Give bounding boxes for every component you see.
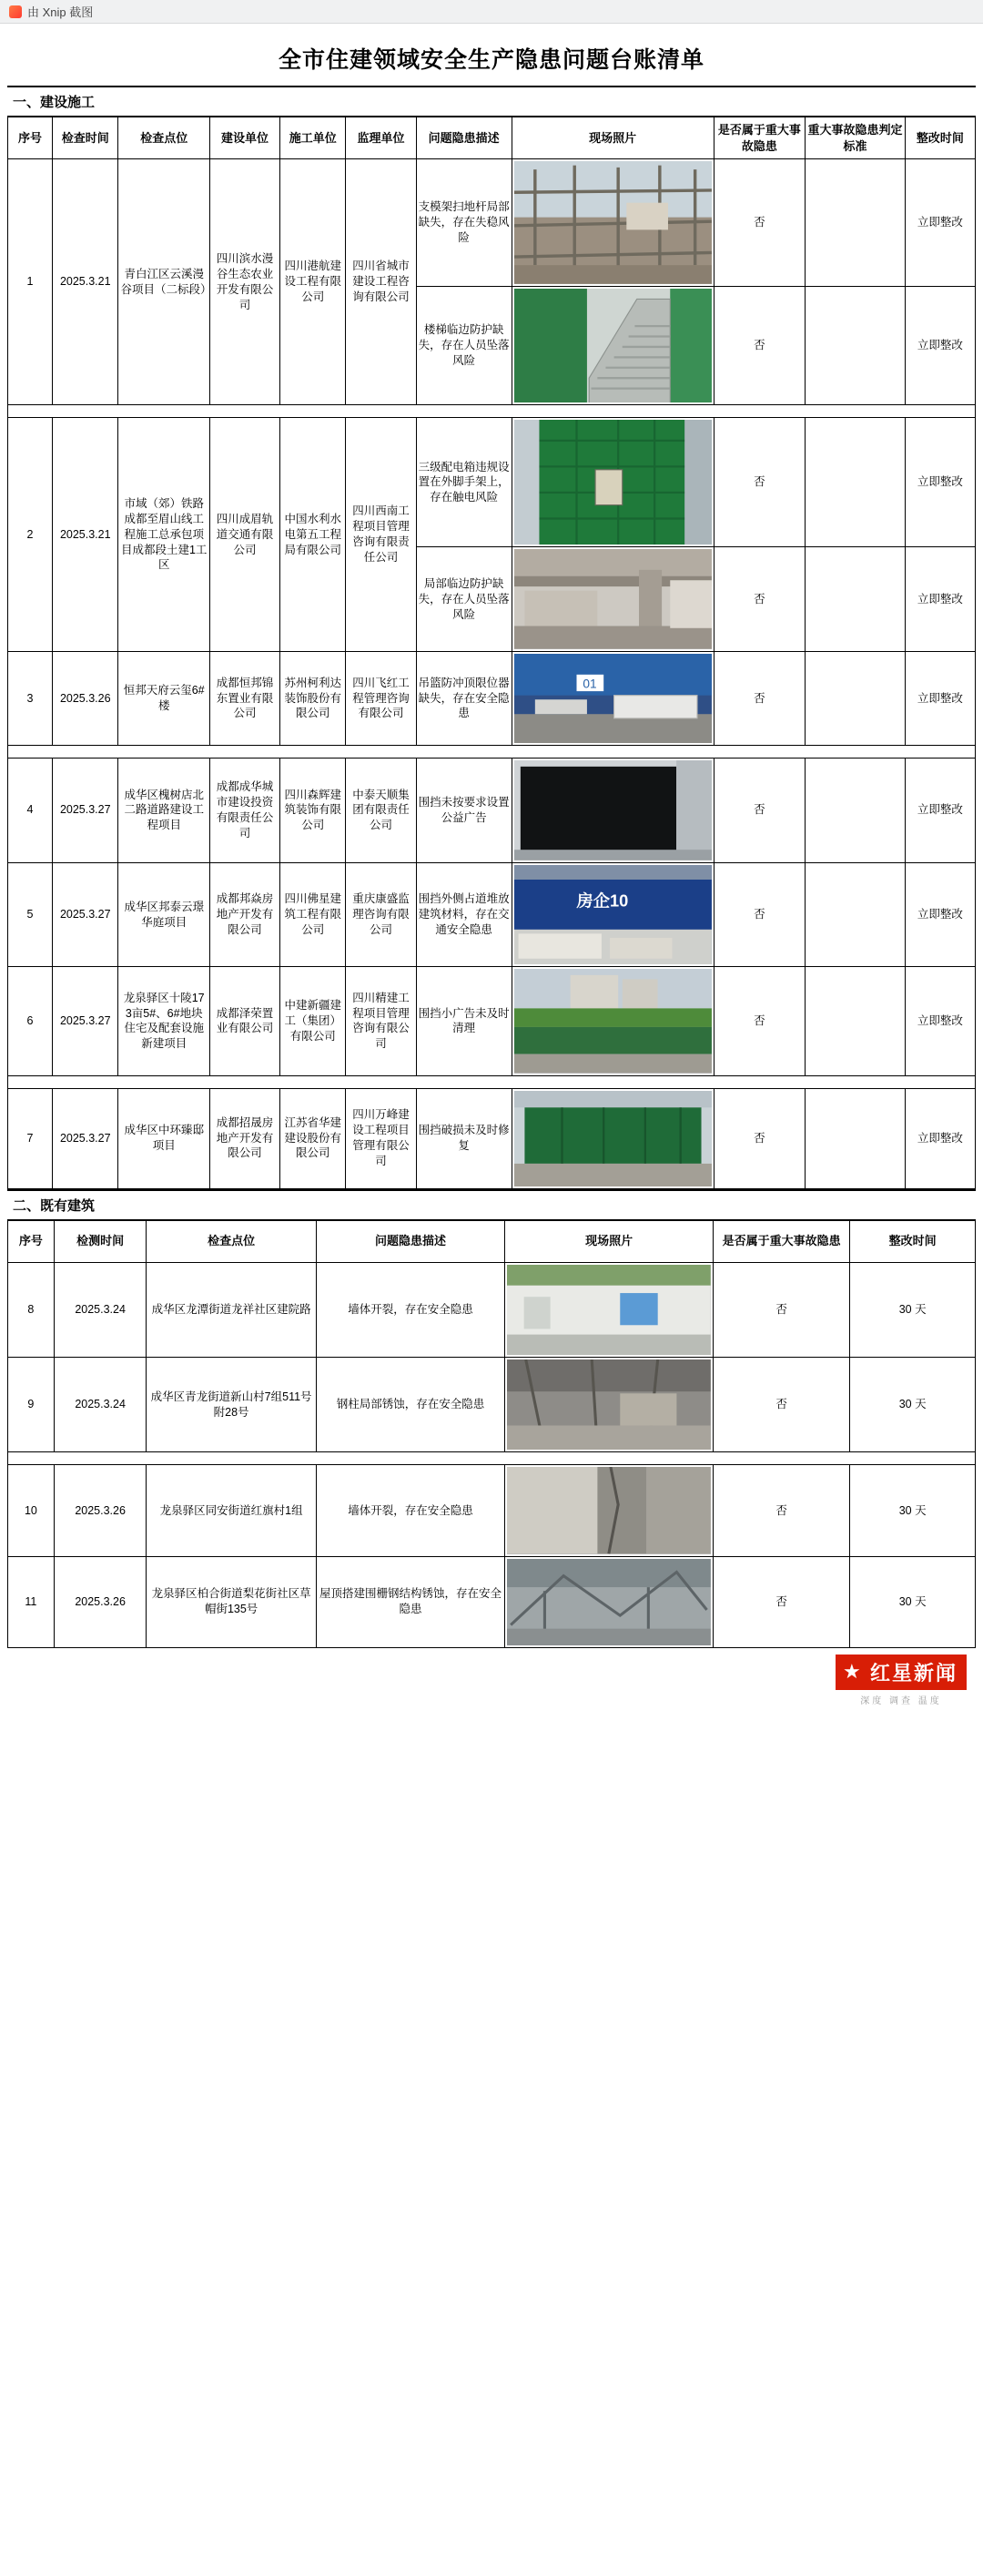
cell-major: 否 [714, 759, 805, 863]
screenshot-tool-bar [0, 0, 983, 24]
col-site: 检查点位 [118, 117, 209, 159]
cell-owner: 四川滨水漫谷生态农业开发有限公司 [209, 159, 279, 405]
cell-issue: 围挡未按要求设置公益广告 [416, 759, 512, 863]
cell-no: 9 [8, 1357, 55, 1451]
table-row [8, 651, 976, 745]
cell-site: 市域（郊）铁路成都至眉山线工程施工总承包项目成都段土建1工区 [118, 418, 209, 652]
cell-owner: 成都泽荣置业有限公司 [209, 967, 279, 1075]
col-major: 是否属于重大事故隐患 [714, 117, 805, 159]
col-fixtime: 整改时间 [905, 117, 975, 159]
cell-issue: 局部临边防护缺失，存在人员坠落风险 [416, 547, 512, 652]
site-photo-blue-hoarding [514, 865, 712, 965]
cell-date: 2025.3.24 [54, 1262, 147, 1357]
cell-photo [505, 1262, 714, 1357]
cell-fixtime: 立即整改 [905, 759, 975, 863]
cell-builder: 江苏省华建建设股份有限公司 [280, 1088, 346, 1188]
cell-major: 否 [714, 1088, 805, 1188]
table-header-row [8, 117, 976, 159]
cell-site: 青白江区云溪漫谷项目（二标段） [118, 159, 209, 405]
cell-photo [505, 1465, 714, 1556]
cell-date: 2025.3.26 [53, 651, 118, 745]
cell-issue: 吊篮防冲顶限位器缺失，存在安全隐患 [416, 651, 512, 745]
cell-site: 龙泉驿区柏合街道梨花街社区草帽街135号 [147, 1556, 316, 1647]
cell-owner: 成都招晟房地产开发有限公司 [209, 1088, 279, 1188]
col-owner: 建设单位 [209, 117, 279, 159]
cell-builder: 四川佛星建筑工程有限公司 [280, 862, 346, 967]
cell-no: 7 [8, 1088, 53, 1188]
col-issue: 问题隐患描述 [416, 117, 512, 159]
cell-supervisor: 重庆康盛监理咨询有限公司 [346, 862, 416, 967]
site-photo-green-net [514, 420, 712, 545]
cell-issue: 三级配电箱违规设置在外脚手架上，存在触电风险 [416, 418, 512, 547]
site-photo-bridge [514, 549, 712, 649]
cell-photo [512, 862, 714, 967]
site-photo-green-wall [514, 1091, 712, 1186]
cell-standard [806, 651, 906, 745]
cell-issue: 围挡小广告未及时清理 [416, 967, 512, 1075]
cell-no: 4 [8, 759, 53, 863]
brand-text: 红星新闻 [869, 1661, 958, 1685]
cell-no: 10 [8, 1465, 55, 1556]
cell-builder: 中建新疆建工（集团）有限公司 [280, 967, 346, 1075]
separator-cell [8, 405, 976, 418]
cell-fixtime: 立即整改 [905, 862, 975, 967]
cell-major: 否 [714, 547, 805, 652]
cell-standard [806, 547, 906, 652]
cell-major: 否 [713, 1465, 849, 1556]
cell-supervisor: 四川飞红工程管理咨询有限公司 [346, 651, 416, 745]
brand-tagline: 深度 调查 温度 [860, 1695, 942, 1706]
col-photo: 现场照片 [505, 1220, 714, 1262]
separator-cell [8, 746, 976, 759]
cell-builder: 中国水利水电第五工程局有限公司 [280, 418, 346, 652]
site-photo-steel-rust [507, 1359, 711, 1450]
cell-photo [512, 1088, 714, 1188]
cell-no: 2 [8, 418, 53, 652]
page-title: 全市住建领域安全生产隐患问题台账清单 [278, 47, 704, 73]
separator-cell [8, 1075, 976, 1088]
cell-photo [512, 418, 714, 547]
xnip-logo-icon [9, 5, 22, 18]
svg-text:01: 01 [583, 677, 597, 691]
site-photo-scaffold [514, 161, 712, 284]
cell-date: 2025.3.21 [53, 418, 118, 652]
cell-site: 龙泉驿区同安街道红旗村1组 [147, 1465, 316, 1556]
cell-major: 否 [714, 967, 805, 1075]
cell-date: 2025.3.26 [54, 1556, 147, 1647]
cell-major: 否 [713, 1262, 849, 1357]
row-separator [8, 1075, 976, 1088]
table-row [8, 967, 976, 1075]
col-date: 检查时间 [53, 117, 118, 159]
site-photo-crack-closeup [507, 1467, 711, 1553]
cell-site: 成华区邦泰云璟华庭项目 [118, 862, 209, 967]
separator-cell [8, 1452, 976, 1465]
cell-standard [806, 286, 906, 405]
cell-no: 11 [8, 1556, 55, 1647]
site-photo-wall-crack [507, 1265, 711, 1355]
col-standard: 重大事故隐患判定标准 [806, 117, 906, 159]
table-construction [7, 117, 976, 1189]
site-photo-green-fence [514, 969, 712, 1073]
svg-text:房企10: 房企10 [576, 891, 628, 911]
cell-no: 1 [8, 159, 53, 405]
table-row [8, 1262, 976, 1357]
cell-issue: 墙体开裂，存在安全隐患 [316, 1262, 505, 1357]
cell-standard [806, 967, 906, 1075]
cell-fixtime: 立即整改 [905, 967, 975, 1075]
cell-fixtime: 立即整改 [905, 418, 975, 547]
table-header-row [8, 1220, 976, 1262]
cell-photo [512, 967, 714, 1075]
cell-major: 否 [714, 651, 805, 745]
cell-standard [806, 418, 906, 547]
cell-major: 否 [714, 159, 805, 287]
cell-supervisor: 四川省城市建设工程咨询有限公司 [346, 159, 416, 405]
footer [7, 1648, 976, 1712]
table-row [8, 1357, 976, 1451]
cell-issue: 围挡破损未及时修复 [416, 1088, 512, 1188]
col-date: 检测时间 [54, 1220, 147, 1262]
cell-owner: 成都成华城市建设投资有限责任公司 [209, 759, 279, 863]
cell-site: 龙泉驿区十陵173亩5#、6#地块住宅及配套设施新建项目 [118, 967, 209, 1075]
cell-no: 3 [8, 651, 53, 745]
cell-standard [806, 759, 906, 863]
cell-issue: 墙体开裂，存在安全隐患 [316, 1465, 505, 1556]
cell-major: 否 [713, 1556, 849, 1647]
table-row [8, 1465, 976, 1556]
col-supervisor: 监理单位 [346, 117, 416, 159]
document-page [0, 24, 983, 1712]
cell-date: 2025.3.26 [54, 1465, 147, 1556]
cell-date: 2025.3.21 [53, 159, 118, 405]
cell-site: 成华区青龙街道新山村7组511号附28号 [147, 1357, 316, 1451]
brand-logo [836, 1655, 967, 1706]
cell-photo [512, 547, 714, 652]
cell-supervisor: 四川精建工程项目管理咨询有限公司 [346, 967, 416, 1075]
cell-issue: 围挡外侧占道堆放建筑材料，存在交通安全隐患 [416, 862, 512, 967]
cell-owner: 四川成眉轨道交通有限公司 [209, 418, 279, 652]
cell-standard [806, 862, 906, 967]
table-row [8, 759, 976, 863]
col-issue: 问题隐患描述 [316, 1220, 505, 1262]
cell-owner: 成都邦焱房地产开发有限公司 [209, 862, 279, 967]
cell-supervisor: 中泰天顺集团有限责任公司 [346, 759, 416, 863]
site-photo-stairs [514, 289, 712, 403]
table-row [8, 159, 976, 287]
col-major: 是否属于重大事故隐患 [713, 1220, 849, 1262]
cell-fixtime: 立即整改 [905, 286, 975, 405]
site-photo-black-hoarding [514, 760, 712, 860]
cell-site: 成华区中环臻邸项目 [118, 1088, 209, 1188]
cell-fixtime: 30 天 [850, 1556, 976, 1647]
row-separator [8, 746, 976, 759]
col-no: 序号 [8, 117, 53, 159]
cell-issue: 支模架扫地杆局部缺失，存在失稳风险 [416, 159, 512, 287]
cell-no: 8 [8, 1262, 55, 1357]
table-row [8, 1088, 976, 1188]
col-builder: 施工单位 [280, 117, 346, 159]
cell-fixtime: 立即整改 [905, 1088, 975, 1188]
cell-date: 2025.3.24 [54, 1357, 147, 1451]
table-row [8, 1556, 976, 1647]
section-heading-construction: 一、建设施工 [7, 86, 976, 117]
cell-fixtime: 立即整改 [905, 547, 975, 652]
cell-standard [806, 1088, 906, 1188]
cell-standard [806, 159, 906, 287]
cell-date: 2025.3.27 [53, 967, 118, 1075]
xnip-label: 由 Xnip 截图 [27, 5, 94, 19]
cell-supervisor: 四川西南工程项目管理咨询有限责任公司 [346, 418, 416, 652]
col-fixtime: 整改时间 [850, 1220, 976, 1262]
cell-issue: 楼梯临边防护缺失，存在人员坠落风险 [416, 286, 512, 405]
cell-photo [505, 1357, 714, 1451]
cell-fixtime: 立即整改 [905, 159, 975, 287]
col-no: 序号 [8, 1220, 55, 1262]
cell-fixtime: 30 天 [850, 1357, 976, 1451]
site-photo-roof-steel [507, 1559, 711, 1645]
star-icon: ★ [842, 1660, 863, 1684]
cell-site: 成华区槐树店北二路道路建设工程项目 [118, 759, 209, 863]
section-heading-existing-buildings: 二、既有建筑 [7, 1189, 976, 1220]
cell-site: 成华区龙潭街道龙祥社区建院路 [147, 1262, 316, 1357]
cell-builder: 四川港航建设工程有限公司 [280, 159, 346, 405]
cell-no: 5 [8, 862, 53, 967]
cell-photo [512, 651, 714, 745]
table-existing-buildings [7, 1220, 976, 1648]
cell-owner: 成都恒邦锦东置业有限公司 [209, 651, 279, 745]
cell-major: 否 [714, 418, 805, 547]
cell-photo [505, 1556, 714, 1647]
col-site: 检查点位 [147, 1220, 316, 1262]
table-row [8, 862, 976, 967]
cell-builder: 四川森辉建筑装饰有限公司 [280, 759, 346, 863]
cell-supervisor: 四川万峰建设工程项目管理有限公司 [346, 1088, 416, 1188]
row-separator [8, 1452, 976, 1465]
cell-fixtime: 立即整改 [905, 651, 975, 745]
cell-date: 2025.3.27 [53, 1088, 118, 1188]
cell-photo [512, 759, 714, 863]
cell-major: 否 [714, 286, 805, 405]
cell-site: 恒邦天府云玺6#楼 [118, 651, 209, 745]
cell-fixtime: 30 天 [850, 1465, 976, 1556]
brand-name [836, 1655, 967, 1690]
cell-major: 否 [714, 862, 805, 967]
col-photo: 现场照片 [512, 117, 714, 159]
cell-builder: 苏州柯利达装饰股份有限公司 [280, 651, 346, 745]
cell-fixtime: 30 天 [850, 1262, 976, 1357]
cell-issue: 屋顶搭建围栅钢结构锈蚀，存在安全隐患 [316, 1556, 505, 1647]
cell-date: 2025.3.27 [53, 759, 118, 863]
table-row [8, 418, 976, 547]
cell-photo [512, 159, 714, 287]
cell-date: 2025.3.27 [53, 862, 118, 967]
row-separator [8, 405, 976, 418]
cell-issue: 钢柱局部锈蚀，存在安全隐患 [316, 1357, 505, 1451]
site-photo-gondola [514, 654, 712, 743]
cell-major: 否 [713, 1357, 849, 1451]
cell-photo [512, 286, 714, 405]
cell-no: 6 [8, 967, 53, 1075]
